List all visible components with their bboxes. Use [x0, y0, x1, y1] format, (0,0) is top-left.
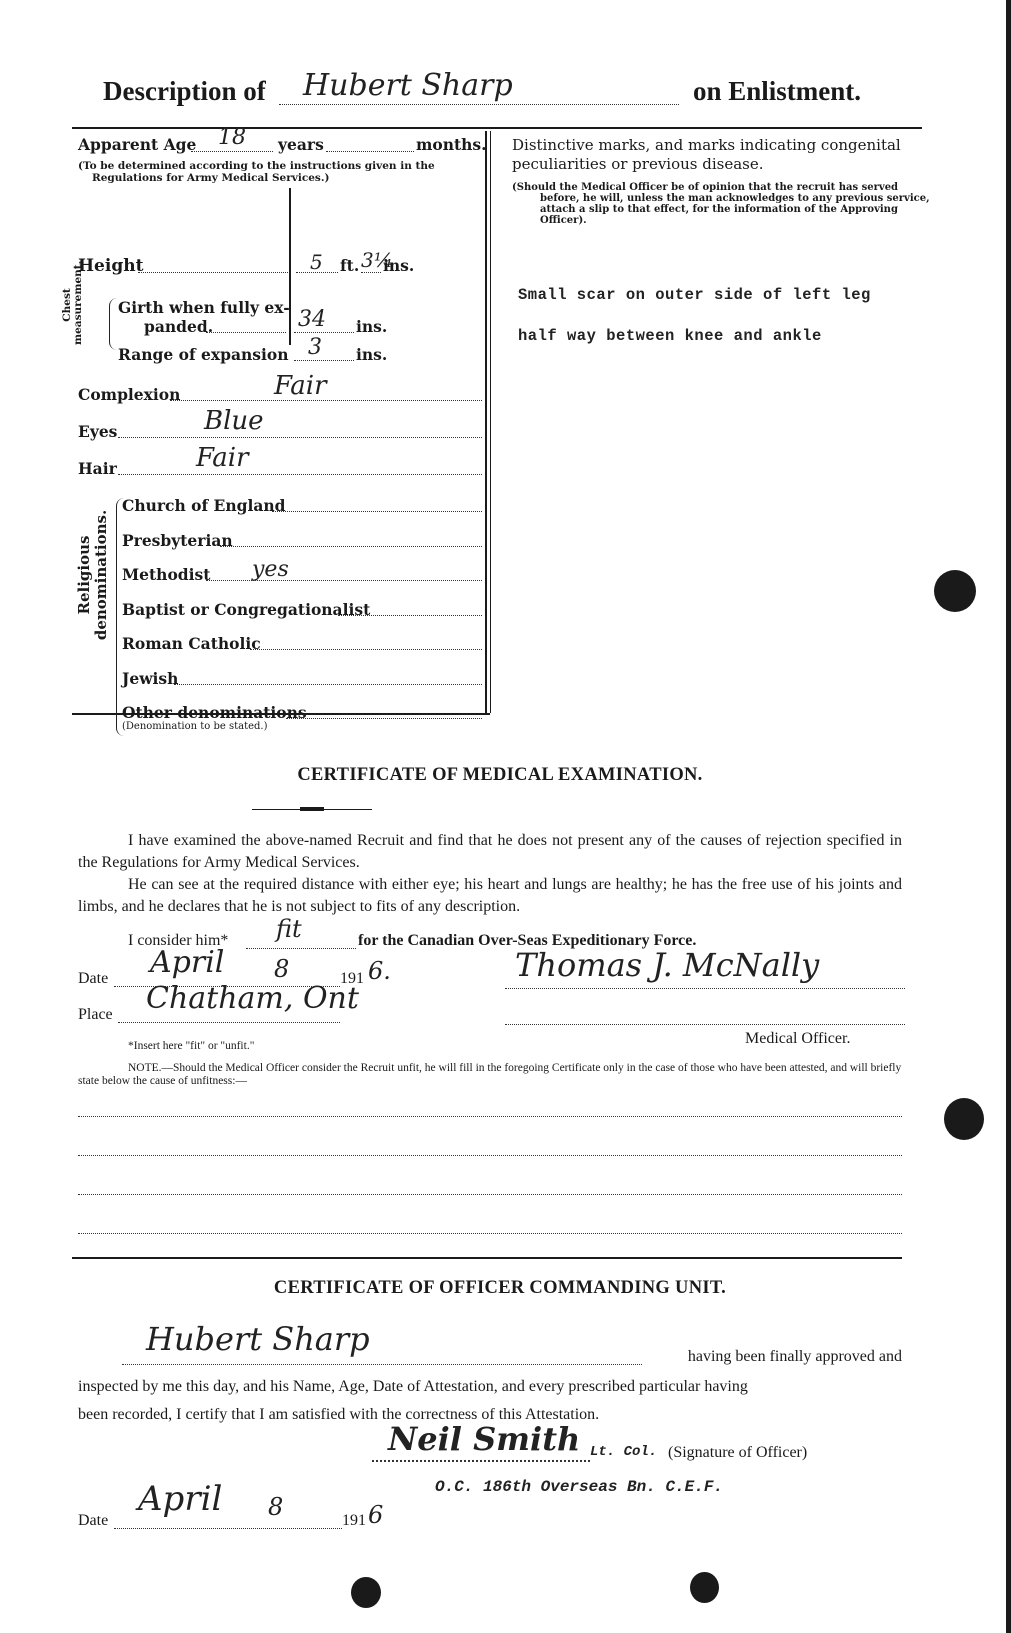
- enlistee-name-value: Hubert Sharp: [303, 68, 513, 103]
- eyes-value: Blue: [204, 406, 264, 436]
- commanding-date-row: [78, 1479, 478, 1534]
- title-suffix: on Enlistment.: [693, 76, 862, 106]
- religion-item[interactable]: Roman Catholic: [122, 634, 482, 669]
- commanding-name-row: [122, 1320, 902, 1370]
- religion-item[interactable]: Baptist or Congregationalist: [122, 600, 482, 635]
- commanding-text-3: been recorded, I certify that I am satisfied with the correctness of this Attestation.: [78, 1406, 600, 1423]
- girth-unit: ins.: [356, 317, 388, 336]
- commanding-date-day: 8: [268, 1493, 284, 1521]
- religion-item[interactable]: Church of England: [122, 496, 482, 531]
- height-row: [78, 248, 478, 278]
- expansion-row: [118, 335, 478, 367]
- expansion-field[interactable]: [294, 345, 354, 361]
- complexion-row: [78, 371, 483, 407]
- medical-paragraph-2: He can see at the required distance with either eye; his heart and lungs are healthy; he has the free use of his joints and limbs, and he declares that he is not subject to fits of any description.: [78, 876, 902, 915]
- commanding-date-month: April: [138, 1479, 223, 1519]
- commanding-date-year-prefix: 191: [342, 1512, 366, 1529]
- expansion-value: 3: [308, 335, 322, 360]
- commanding-certificate-heading: CERTIFICATE OF OFFICER COMMANDING UNIT.: [273, 1278, 727, 1298]
- religion-item[interactable]: Presbyterian: [122, 531, 482, 566]
- feet-label: ft.: [340, 256, 360, 275]
- height-label-dots: [138, 256, 288, 273]
- religion-item[interactable]: Other denominations: [122, 703, 482, 721]
- medical-date-year-prefix: 191: [340, 970, 364, 987]
- months-label: months.: [416, 135, 487, 154]
- religion-item[interactable]: Jewish: [122, 669, 482, 704]
- medical-place-row: [78, 981, 478, 1028]
- medical-signature-line-2: [505, 1006, 905, 1025]
- eyes-field[interactable]: [118, 422, 482, 438]
- officer-rank: Lt. Col.: [590, 1444, 658, 1460]
- page-edge: [1006, 0, 1011, 1633]
- distinctive-marks-heading: Distinctive marks, and marks indicating congenital peculiarities or previous disease.: [512, 136, 901, 173]
- punch-hole-bottom-right: [690, 1572, 719, 1603]
- eyes-row: [78, 406, 483, 444]
- unit-stamp: O.C. 186th Overseas Bn. C.E.F.: [435, 1478, 724, 1496]
- commanding-date-year-suffix: 6: [368, 1501, 384, 1529]
- girth-label-line1: Girth when fully ex-: [118, 298, 290, 317]
- medical-date-month: April: [150, 945, 225, 980]
- distinctive-marks-line2: half way between knee and ankle: [518, 327, 822, 345]
- medical-officer-signature: Thomas J. McNally: [515, 946, 820, 984]
- hair-label: Hair: [78, 459, 117, 478]
- expansion-label: Range of expansion: [118, 345, 289, 364]
- consider-suffix: for the Canadian Over-Seas Expeditionary Force.: [358, 932, 697, 949]
- distinctive-marks-line1: Small scar on outer side of left leg: [518, 286, 871, 304]
- hair-field[interactable]: [118, 459, 482, 475]
- religion-list: [122, 496, 482, 733]
- medical-date-label: Date: [78, 970, 109, 987]
- unfitness-lines[interactable]: [78, 1090, 902, 1234]
- commanding-officer-signature: Neil Smith: [388, 1420, 581, 1458]
- medical-paragraph-1: I have examined the above-named Recruit and find that he does not present any of the causes of rejection specified in the Regulations for Army Medical Services.: [78, 832, 902, 871]
- punch-hole-bottom-left: [351, 1577, 381, 1608]
- girth-row: [118, 298, 478, 342]
- distinctive-marks-note: (Should the Medical Officer be of opinion that the recruit has served before, he will, unless the man acknowledges to any previous service, attach a slip to that effect, for the information of the Approving Officer).: [512, 182, 930, 226]
- denomination-note: (Denomination to be stated.): [122, 721, 268, 732]
- complexion-value: Fair: [274, 371, 327, 401]
- heading-ornament-center: [300, 807, 324, 811]
- age-years-value: 18: [218, 125, 246, 150]
- unfitness-note: NOTE.—Should the Medical Officer consider the Recruit unfit, he will fill in the foregoing Certificate only in the case of those who have been attested, and will briefly state below the cause of unfitness:—: [78, 1062, 902, 1087]
- inches-label: ins.: [383, 256, 415, 275]
- top-rule: [72, 127, 922, 129]
- eyes-label: Eyes: [78, 422, 118, 441]
- height-feet-value: 5: [310, 250, 323, 274]
- medical-officer-label: Medical Officer.: [745, 1030, 851, 1047]
- medical-officer-signature-field[interactable]: [505, 946, 905, 990]
- girth-label-line2: panded.: [144, 317, 214, 336]
- medical-certificate-heading: CERTIFICATE OF MEDICAL EXAMINATION.: [297, 765, 703, 785]
- years-label: years: [278, 135, 324, 154]
- religion-label: Religious denominations.: [75, 509, 110, 641]
- form-title: [103, 68, 883, 114]
- hair-row: [78, 443, 483, 481]
- apparent-age-label: Apparent Age: [78, 135, 197, 154]
- medical-date-year-suffix: 6.: [368, 957, 391, 985]
- title-prefix: Description of: [103, 76, 266, 106]
- commanding-date-label: Date: [78, 1512, 109, 1529]
- complexion-label: Complexion: [78, 385, 181, 404]
- medical-date-day: 8: [274, 955, 290, 983]
- medical-section-rule: [72, 1257, 902, 1259]
- height-label: Height: [78, 256, 144, 276]
- age-months-field[interactable]: [326, 135, 414, 152]
- column-divider-2: [490, 131, 491, 713]
- methodist-value: yes: [252, 557, 289, 582]
- signature-of-officer-label: (Signature of Officer): [668, 1444, 808, 1461]
- hair-value: Fair: [196, 443, 249, 473]
- height-inches-value: 3¼: [361, 248, 394, 272]
- medical-place-label: Place: [78, 1006, 113, 1023]
- punch-hole-right-lower: [944, 1098, 984, 1140]
- apparent-age-row: [78, 125, 487, 157]
- punch-hole-right-upper: [934, 570, 976, 612]
- commanding-officer-signature-field[interactable]: [372, 1420, 902, 1466]
- commanding-text-2: inspected by me this day, and his Name, Age, Date of Attestation, and every prescribed particular having: [78, 1378, 748, 1395]
- chest-brace: [109, 298, 118, 350]
- medical-place-value: Chatham, Ont: [146, 981, 359, 1016]
- column-divider: [485, 131, 487, 713]
- insert-note: *Insert here "fit" or "unfit.": [128, 1040, 255, 1052]
- consider-prefix: I consider him*: [128, 932, 229, 949]
- fitness-value: fit: [276, 915, 302, 943]
- commanding-name-value: Hubert Sharp: [146, 1320, 370, 1358]
- girth-value: 34: [298, 307, 326, 332]
- expansion-unit: ins.: [356, 345, 388, 364]
- chest-measurement-label: Chest measurement.: [61, 260, 84, 345]
- religion-item[interactable]: Methodist yes: [122, 565, 482, 600]
- girth-label-dots: [206, 317, 286, 333]
- commanding-text-1: having been finally approved and: [687, 1348, 902, 1365]
- age-note: (To be determined according to the instructions given in the Regulations for Army Medical Services.): [78, 160, 435, 184]
